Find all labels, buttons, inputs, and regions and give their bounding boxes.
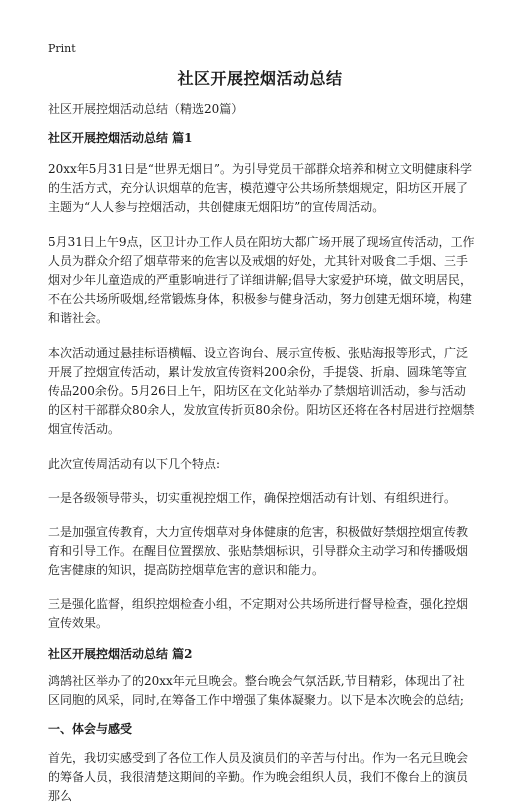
paragraph: 一是各级领导带头，切实重视控烟工作，确保控烟活动有计划、有组织进行。 <box>48 491 457 505</box>
paragraph: 二是加强宣传教育，大力宣传烟草对身体健康的危害，积极做好禁烟控烟宣传教育和引导工作。在醒目位置摆放、张贴禁烟标识，引导群众主动学习和传播吸烟危害健康的知识，提高防控烟草危害的意识和能力。 <box>48 525 469 577</box>
paragraph: 鸿鹄社区举办了的20xx年元旦晚会。整台晚会气氛活跃,节目精彩，体现出了社区同胞的风采，同时,在筹备工作中增强了集体凝聚力。以下是本次晚会的总结; <box>48 674 465 707</box>
paragraph: 三是强化监督，组织控烟检查小组，不定期对公共场所进行督导检查，强化控烟宣传效果。 <box>48 597 469 630</box>
paragraph: 本次活动通过悬挂标语横幅、设立咨询台、展示宣传板、张贴海报等形式，广泛开展了控烟宣传活动，累计发放宣传资料200余份，手提袋、折扇、圆珠笔等宣传品200余份。5月26日上午，阳坊区在文化站举办了禁烟培训活动，参与活动的区村干部群众80余人，发放宣传折页80余份。阳坊区还将在各村居进行控烟禁烟宣传活动。 <box>48 346 475 436</box>
paragraph: 20xx年5月31日是“世界无烟日”。为引导党员干部群众培养和树立文明健康科学的生活方式，充分认识烟草的危害，模范遵守公共场所禁烟规定，阳坊区开展了主题为“人人参与控烟活动，共创健康无烟阳坊”的宣传周活动。 <box>48 162 472 214</box>
paragraph: 此次宣传周活动有以下几个特点: <box>48 457 221 471</box>
print-link[interactable]: Print <box>48 42 76 55</box>
document-content <box>48 100 476 806</box>
paragraph: 首先，我切实感受到了各位工作人员及演员们的辛苦与付出。作为一名元旦晚会的筹备人员，我很清楚这期间的辛勤。作为晚会组织人员，我们不像台上的演员那么 <box>48 751 469 803</box>
document-subtitle: 社区开展控烟活动总结（精选20篇） <box>48 102 244 116</box>
section-heading-1: 社区开展控烟活动总结 篇1 <box>48 131 193 145</box>
subheading: 一、体会与感受 <box>48 722 133 736</box>
paragraph: 5月31日上午9点，区卫计办工作人员在阳坊大都广场开展了现场宣传活动，工作人员为群众介绍了烟草带来的危害以及戒烟的好处，尤其针对吸食二手烟、三手烟对少年儿童造成的严重影响进行了详细讲解;倡导大家爱护环境，做文明居民，不在公共场所吸烟,经常锻炼身体，积极参与健身活动，努力创建无烟环境，构建和谐社会。 <box>48 235 475 325</box>
section-heading-2: 社区开展控烟活动总结 篇2 <box>48 647 193 661</box>
page-title: 社区开展控烟活动总结 <box>177 69 343 88</box>
